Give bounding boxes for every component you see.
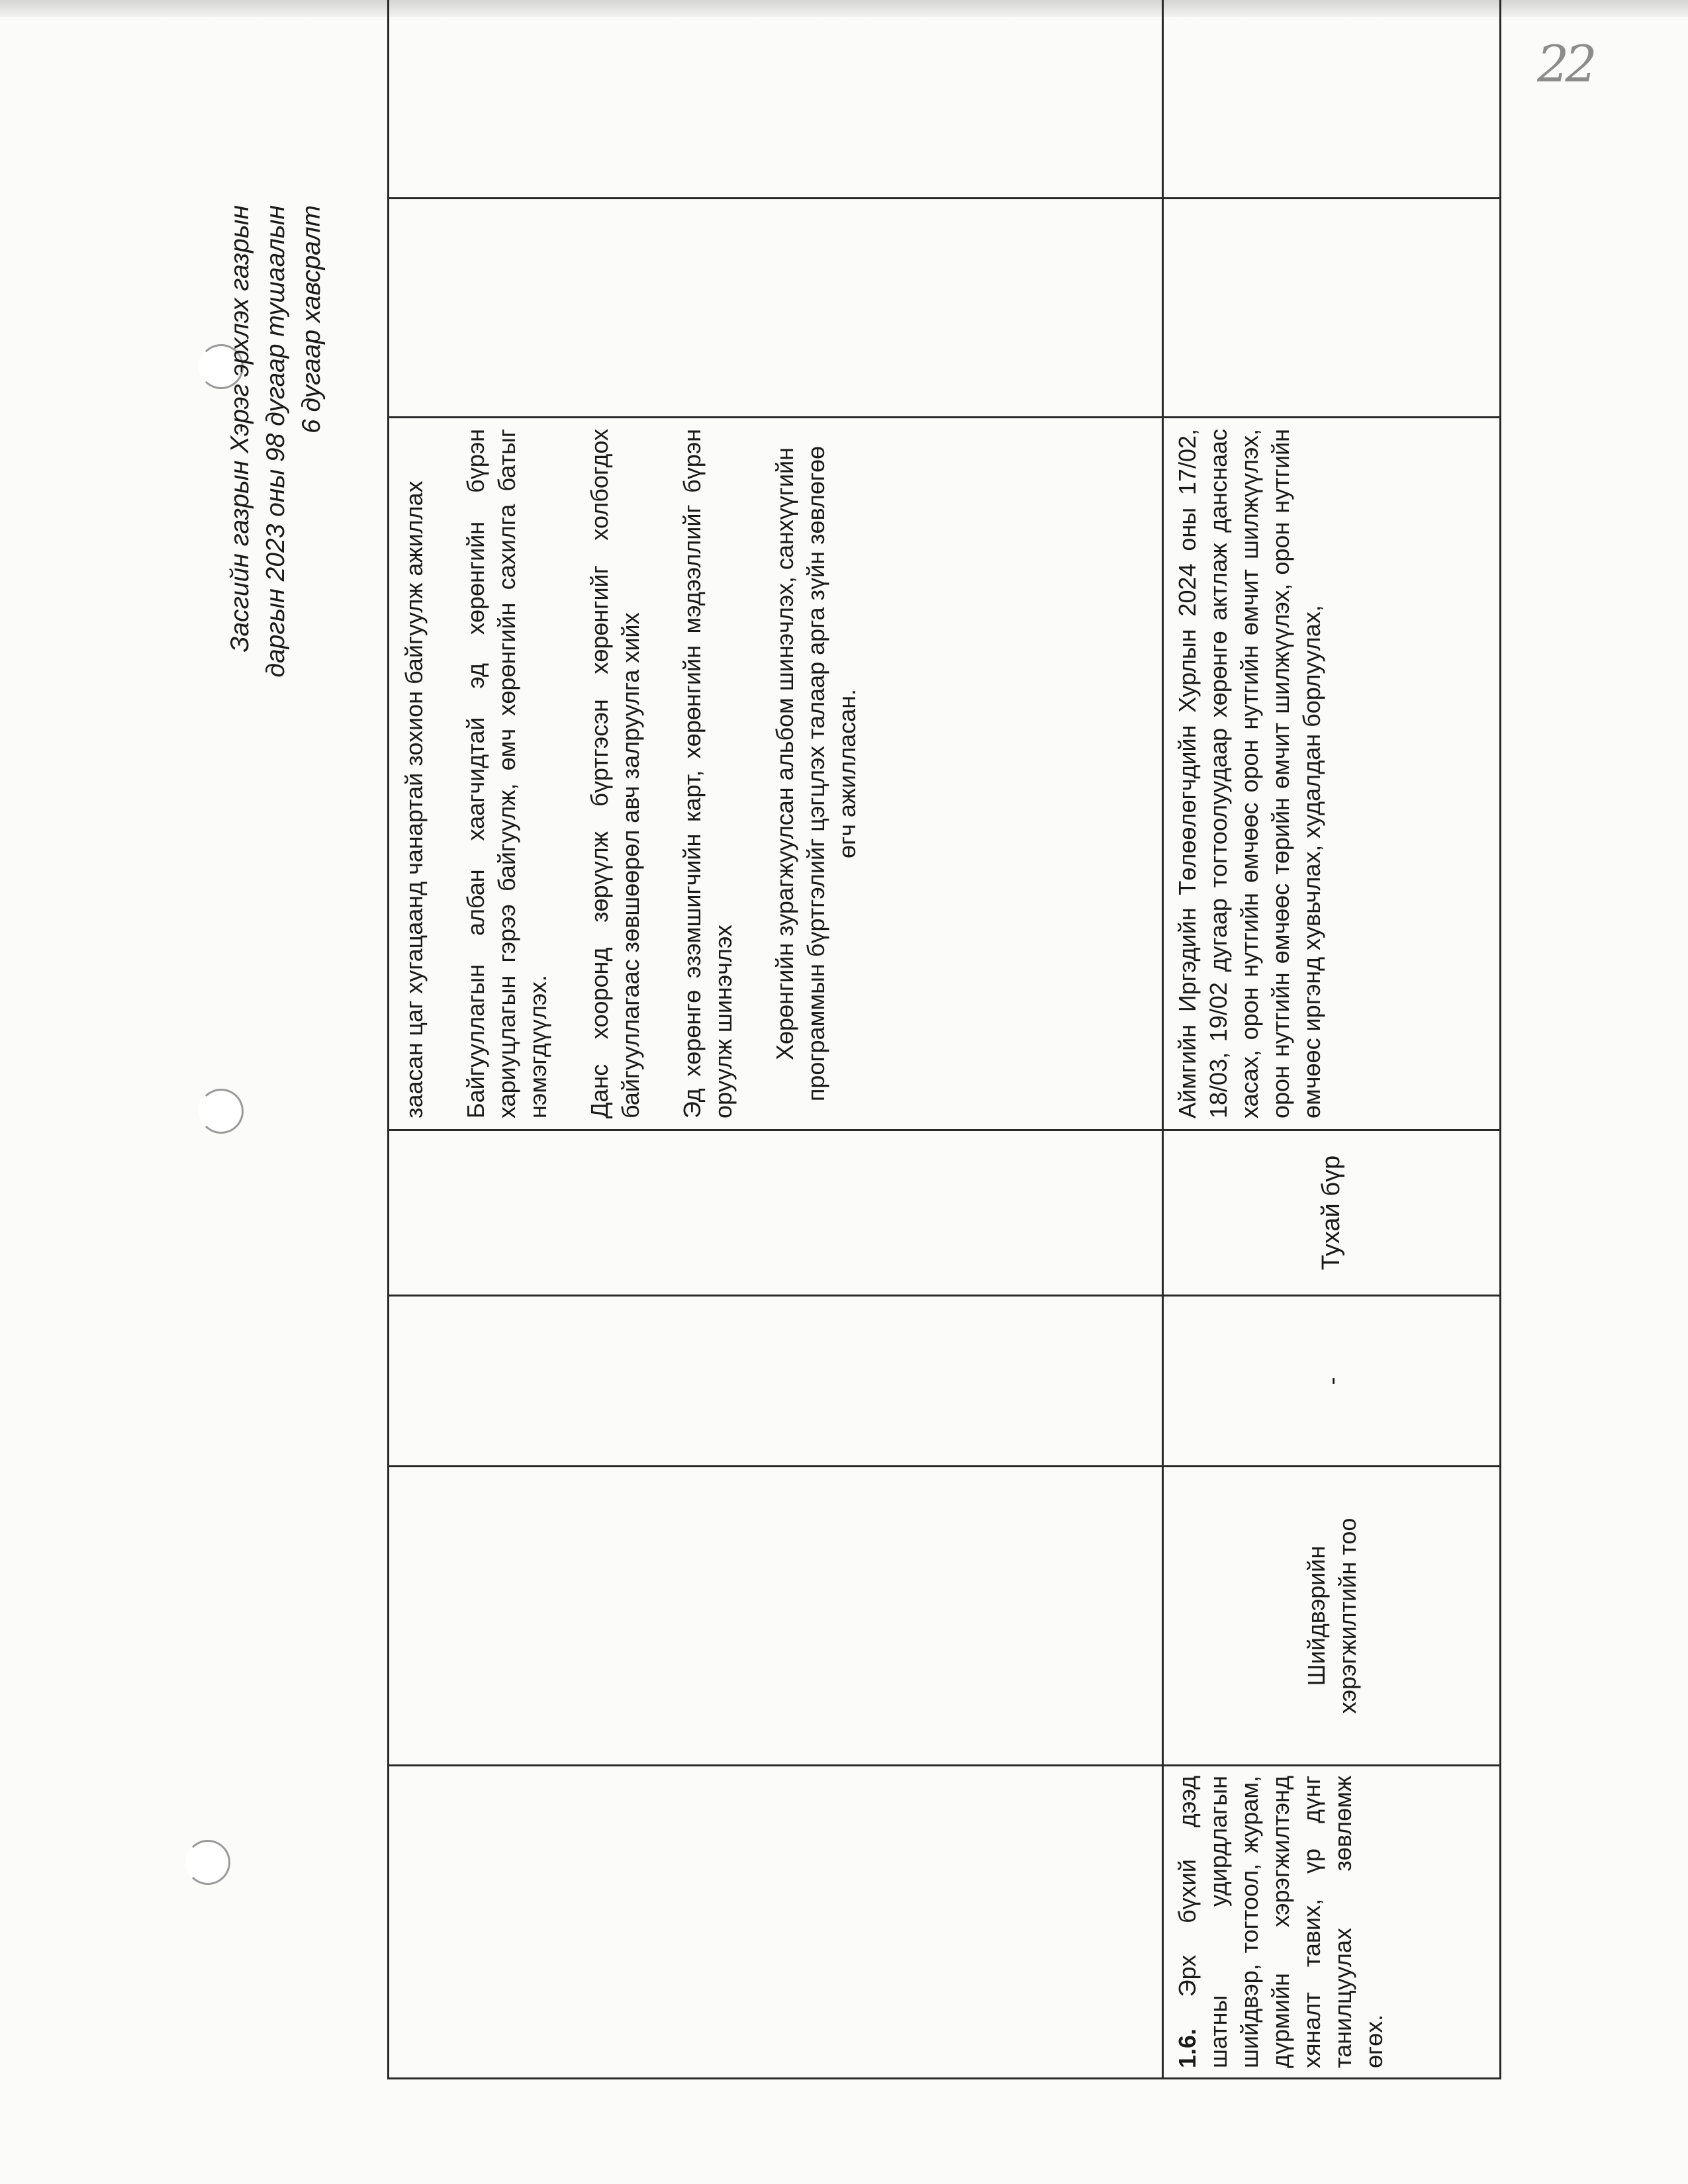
document-header xyxy=(222,205,330,1125)
table-cell-goal xyxy=(1163,1766,1501,2079)
table-cell-baseline xyxy=(389,1296,1163,1467)
table-cell-result xyxy=(1163,199,1501,418)
header-line-2: даргын 2023 оны 98 дугаар тушаалын xyxy=(261,205,290,678)
goal-number: 1.6. xyxy=(1174,2028,1201,2068)
table-cell-goal xyxy=(389,1766,1163,2079)
table-row xyxy=(389,0,1163,2079)
table-cell-frequency xyxy=(389,1130,1163,1296)
handwritten-page-number: 22 xyxy=(1537,34,1593,93)
table-cell-note xyxy=(1163,0,1501,199)
header-line-1: Засгийн газрын Хэрэг эрхлэх газрын xyxy=(226,205,254,653)
activity-text: Эд хөрөнгө эзэмшигчийн карт, хөрөнгийн мэдээллийг бүрэн оруулж шинэчлэх xyxy=(679,429,737,1118)
table-cell-result xyxy=(389,199,1163,418)
goal-text: Эрх бүхий дээд шатны удирдлагын шийдвэр, тогтоол, журам, дүрмийн хэрэгжилтэнд хяналт тавих, үр дүнг танилцуулах зөвлөмж өгөх. xyxy=(1174,1776,1387,2068)
activity-text: Хөрөнгийн зурагжуулсан альбом шинэчлэх, санхүүгийн программын бүртгэлийг цэгцлэх талаар арга зүйн зөвлөгөө өгч ажилласан. xyxy=(771,445,861,1102)
table-cell-frequency: Тухай бүр xyxy=(1163,1130,1501,1296)
activity-text: заасан цаг хугацаанд чанартай зохион байгуулж ажиллах xyxy=(400,480,428,1118)
table-cell-note xyxy=(389,0,1163,199)
activity-text: Данс хооронд зөрүүлж бүртгэсэн хөрөнгийг холбогдох байгууллагаас зөвшөөрөл авч залруулга хийх xyxy=(586,429,644,1118)
plan-table xyxy=(387,0,1501,2079)
table-cell-indicator: Шийдвэрийн хэрэгжилтийн тоо xyxy=(1163,1467,1501,1766)
table-cell-activities xyxy=(389,418,1163,1130)
activity-text: Байгууллагын албан хаагчидтай эд хөрөнгийн бүрэн хариуцлагын гэрээ байгуулж, өмч хөрөнгийн сахилга батыг нэмэгдүүлэх. xyxy=(462,429,551,1118)
table-cell-activities: Аймгийн Иргэдийн Төлөөлөгчдийн Хурлын 2024 оны 17/02, 18/03, 19/02 дугаар тогтоолуудаар хөрөнгө актлаж данснаас хасах, орон нутгийн өмчөөс орон нутгийн өмчит шилжүүлэх, орон нутгийн өмчөөс төрийн өмчит шилжүүлэх, орон нутгийн өмчөөс иргэнд хувьчлах, худалдан борлуулах, xyxy=(1163,418,1501,1130)
header-line-3: 6 дугаар хавсралт xyxy=(297,205,326,434)
table-cell-baseline: - xyxy=(1163,1296,1501,1467)
table-cell-indicator xyxy=(389,1467,1163,1766)
table-row xyxy=(1163,0,1501,2079)
